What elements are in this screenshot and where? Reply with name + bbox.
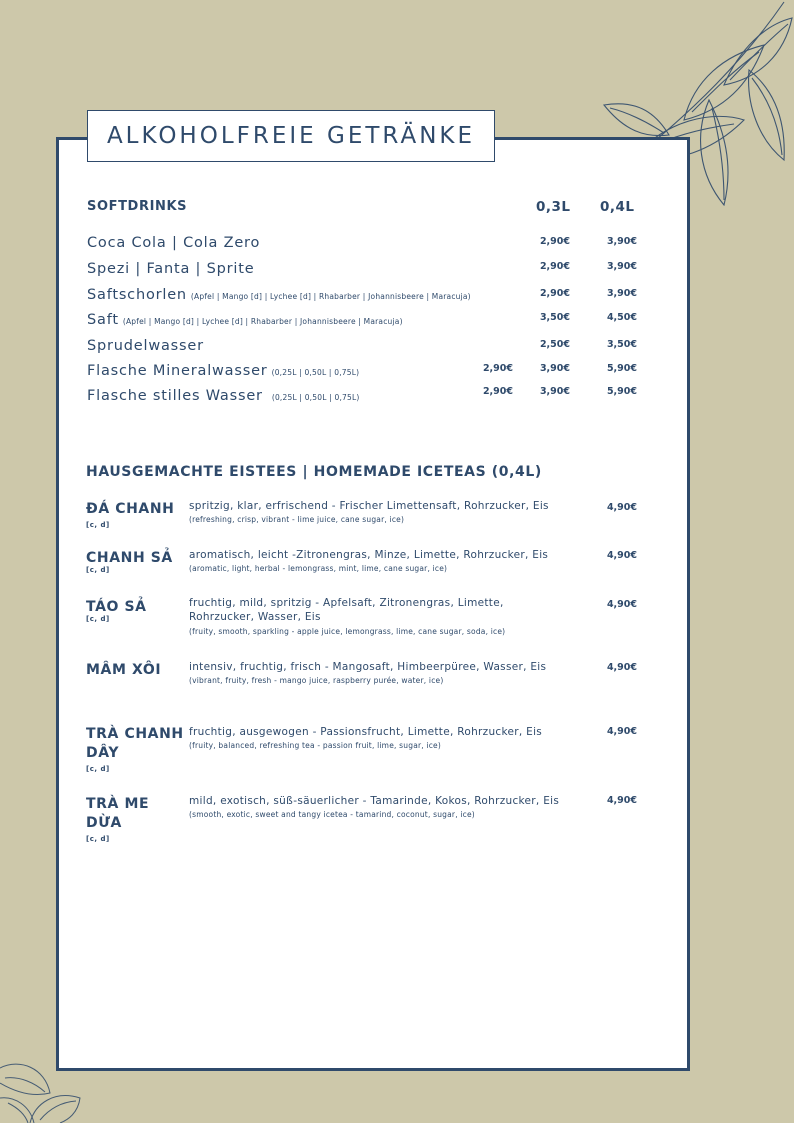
list-item: [87, 309, 403, 328]
item-name: ĐÁ CHANH: [86, 501, 175, 517]
item-description-en: (vibrant, fruity, fresh - mango juice, raspberry purée, water, ice): [189, 676, 444, 685]
item-name: Flasche Mineralwasser: [87, 363, 268, 379]
item-name: Spezi | Fanta | Sprite: [87, 261, 255, 277]
list-item: [86, 661, 188, 681]
item-description: mild, exotisch, süß-säuerlicher - Tamarinde, Kokos, Rohrzucker, Eis (smooth, exotic, sweet and tangy icetea - tamarind, coconut, sugar, ice): [189, 794, 589, 821]
allergen-tag: [c, d]: [86, 765, 110, 773]
list-item: [86, 549, 188, 575]
price-small: 2,90€: [539, 236, 570, 247]
title-box: [87, 110, 495, 162]
item-description: intensiv, fruchtig, frisch - Mangosaft, Himbeerpüree, Wasser, Eis (vibrant, fruity, fresh - mango juice, raspberry purée, water, ice): [189, 660, 589, 687]
item-price: 4,90€: [606, 795, 637, 806]
price-small: 2,90€: [539, 261, 570, 272]
price-small: 3,50€: [539, 312, 570, 323]
item-price: 4,90€: [606, 550, 637, 561]
price-large: 3,90€: [606, 261, 637, 272]
item-variants: (Apfel | Mango [d] | Lychee [d] | Rhabarber | Johannisbeere | Maracuja): [122, 317, 403, 326]
item-variants: (0,25L | 0,50L | 0,75L): [271, 368, 360, 377]
price-small: 2,90€: [539, 288, 570, 299]
list-item: [86, 500, 188, 530]
item-variants: (0,25L | 0,50L | 0,75L): [271, 393, 360, 402]
list-item: [87, 360, 359, 379]
item-price: 4,90€: [606, 599, 637, 610]
allergen-tag: [c, d]: [86, 835, 110, 843]
item-name: Flasche stilles Wasser: [87, 388, 263, 404]
softdrinks-heading: SOFTDRINKS: [87, 199, 188, 214]
price-small: 3,90€: [539, 363, 570, 374]
item-description: aromatisch, leicht -Zitronengras, Minze, Limette, Rohrzucker, Eis (aromatic, light, herbal - lemongrass, mint, lime, cane sugar, ice): [189, 548, 589, 575]
item-name: Saft: [87, 312, 119, 328]
page-title: ALKOHOLFREIE GETRÄNKE: [106, 123, 476, 149]
item-name: TÁO SẢ: [86, 599, 147, 615]
list-item: [87, 232, 260, 251]
price-large: 3,90€: [606, 236, 637, 247]
price-bottle-small: 2,90€: [482, 363, 513, 374]
price-large: 3,90€: [606, 288, 637, 299]
item-description-en: (refreshing, crisp, vibrant - lime juice, cane sugar, ice): [189, 515, 405, 524]
list-item: [87, 335, 204, 354]
price-bottle-small: 2,90€: [482, 386, 513, 397]
item-description-en: (aromatic, light, herbal - lemongrass, mint, lime, cane sugar, ice): [189, 564, 448, 573]
price-small: 2,50€: [539, 339, 570, 350]
item-description: fruchtig, mild, spritzig - Apfelsaft, Zitronengras, Limette, Rohrzucker, Wasser, Eis (fruity, smooth, sparkling - apple juice, lemongrass, lime, cane sugar, soda, ice): [189, 596, 549, 638]
allergen-tag: [c, d]: [86, 615, 110, 623]
item-description: spritzig, klar, erfrischend - Frischer Limettensaft, Rohrzucker, Eis (refreshing, crisp, vibrant - lime juice, cane sugar, ice): [189, 499, 589, 526]
list-item: [87, 258, 254, 277]
price-small: 3,90€: [539, 386, 570, 397]
list-item: [86, 795, 166, 844]
list-item: [87, 284, 471, 303]
item-name: CHANH SẢ: [86, 550, 173, 566]
item-name: Coca Cola | Cola Zero: [87, 235, 261, 251]
item-price: 4,90€: [606, 726, 637, 737]
item-name: TRÀ ME DỪA: [86, 796, 150, 831]
allergen-tag: [c, d]: [86, 521, 110, 529]
column-header-large: 0,4L: [600, 199, 635, 215]
price-large: 3,50€: [606, 339, 637, 350]
item-variants: (Apfel | Mango [d] | Lychee [d] | Rhabarber | Johannisbeere | Maracuja): [190, 292, 471, 301]
list-item: [86, 598, 188, 624]
price-large: 4,50€: [606, 312, 637, 323]
item-description-en: (fruity, balanced, refreshing tea - passion fruit, lime, sugar, ice): [189, 741, 441, 750]
item-name: Sprudelwasser: [87, 338, 204, 354]
column-header-small: 0,3L: [536, 199, 571, 215]
item-price: 4,90€: [606, 662, 637, 673]
item-description-en: (fruity, smooth, sparkling - apple juice, lemongrass, lime, cane sugar, soda, ice): [189, 627, 506, 636]
item-description: fruchtig, ausgewogen - Passionsfrucht, Limette, Rohrzucker, Eis (fruity, balanced, refreshing tea - passion fruit, lime, sugar, ice): [189, 725, 589, 752]
item-description-en: (smooth, exotic, sweet and tangy icetea - tamarind, coconut, sugar, ice): [189, 810, 475, 819]
list-item: [87, 385, 360, 404]
item-price: 4,90€: [606, 502, 637, 513]
item-name: TRÀ CHANH DÂY: [86, 726, 184, 761]
list-item: [86, 725, 186, 774]
price-large: 5,90€: [606, 386, 637, 397]
item-name: MÂM XÔI: [86, 662, 162, 678]
icetea-heading: HAUSGEMACHTE EISTEES | HOMEMADE ICETEAS (0,4L): [86, 464, 542, 480]
allergen-tag: [c, d]: [86, 566, 110, 574]
item-name: Saftschorlen: [87, 287, 187, 303]
price-large: 5,90€: [606, 363, 637, 374]
